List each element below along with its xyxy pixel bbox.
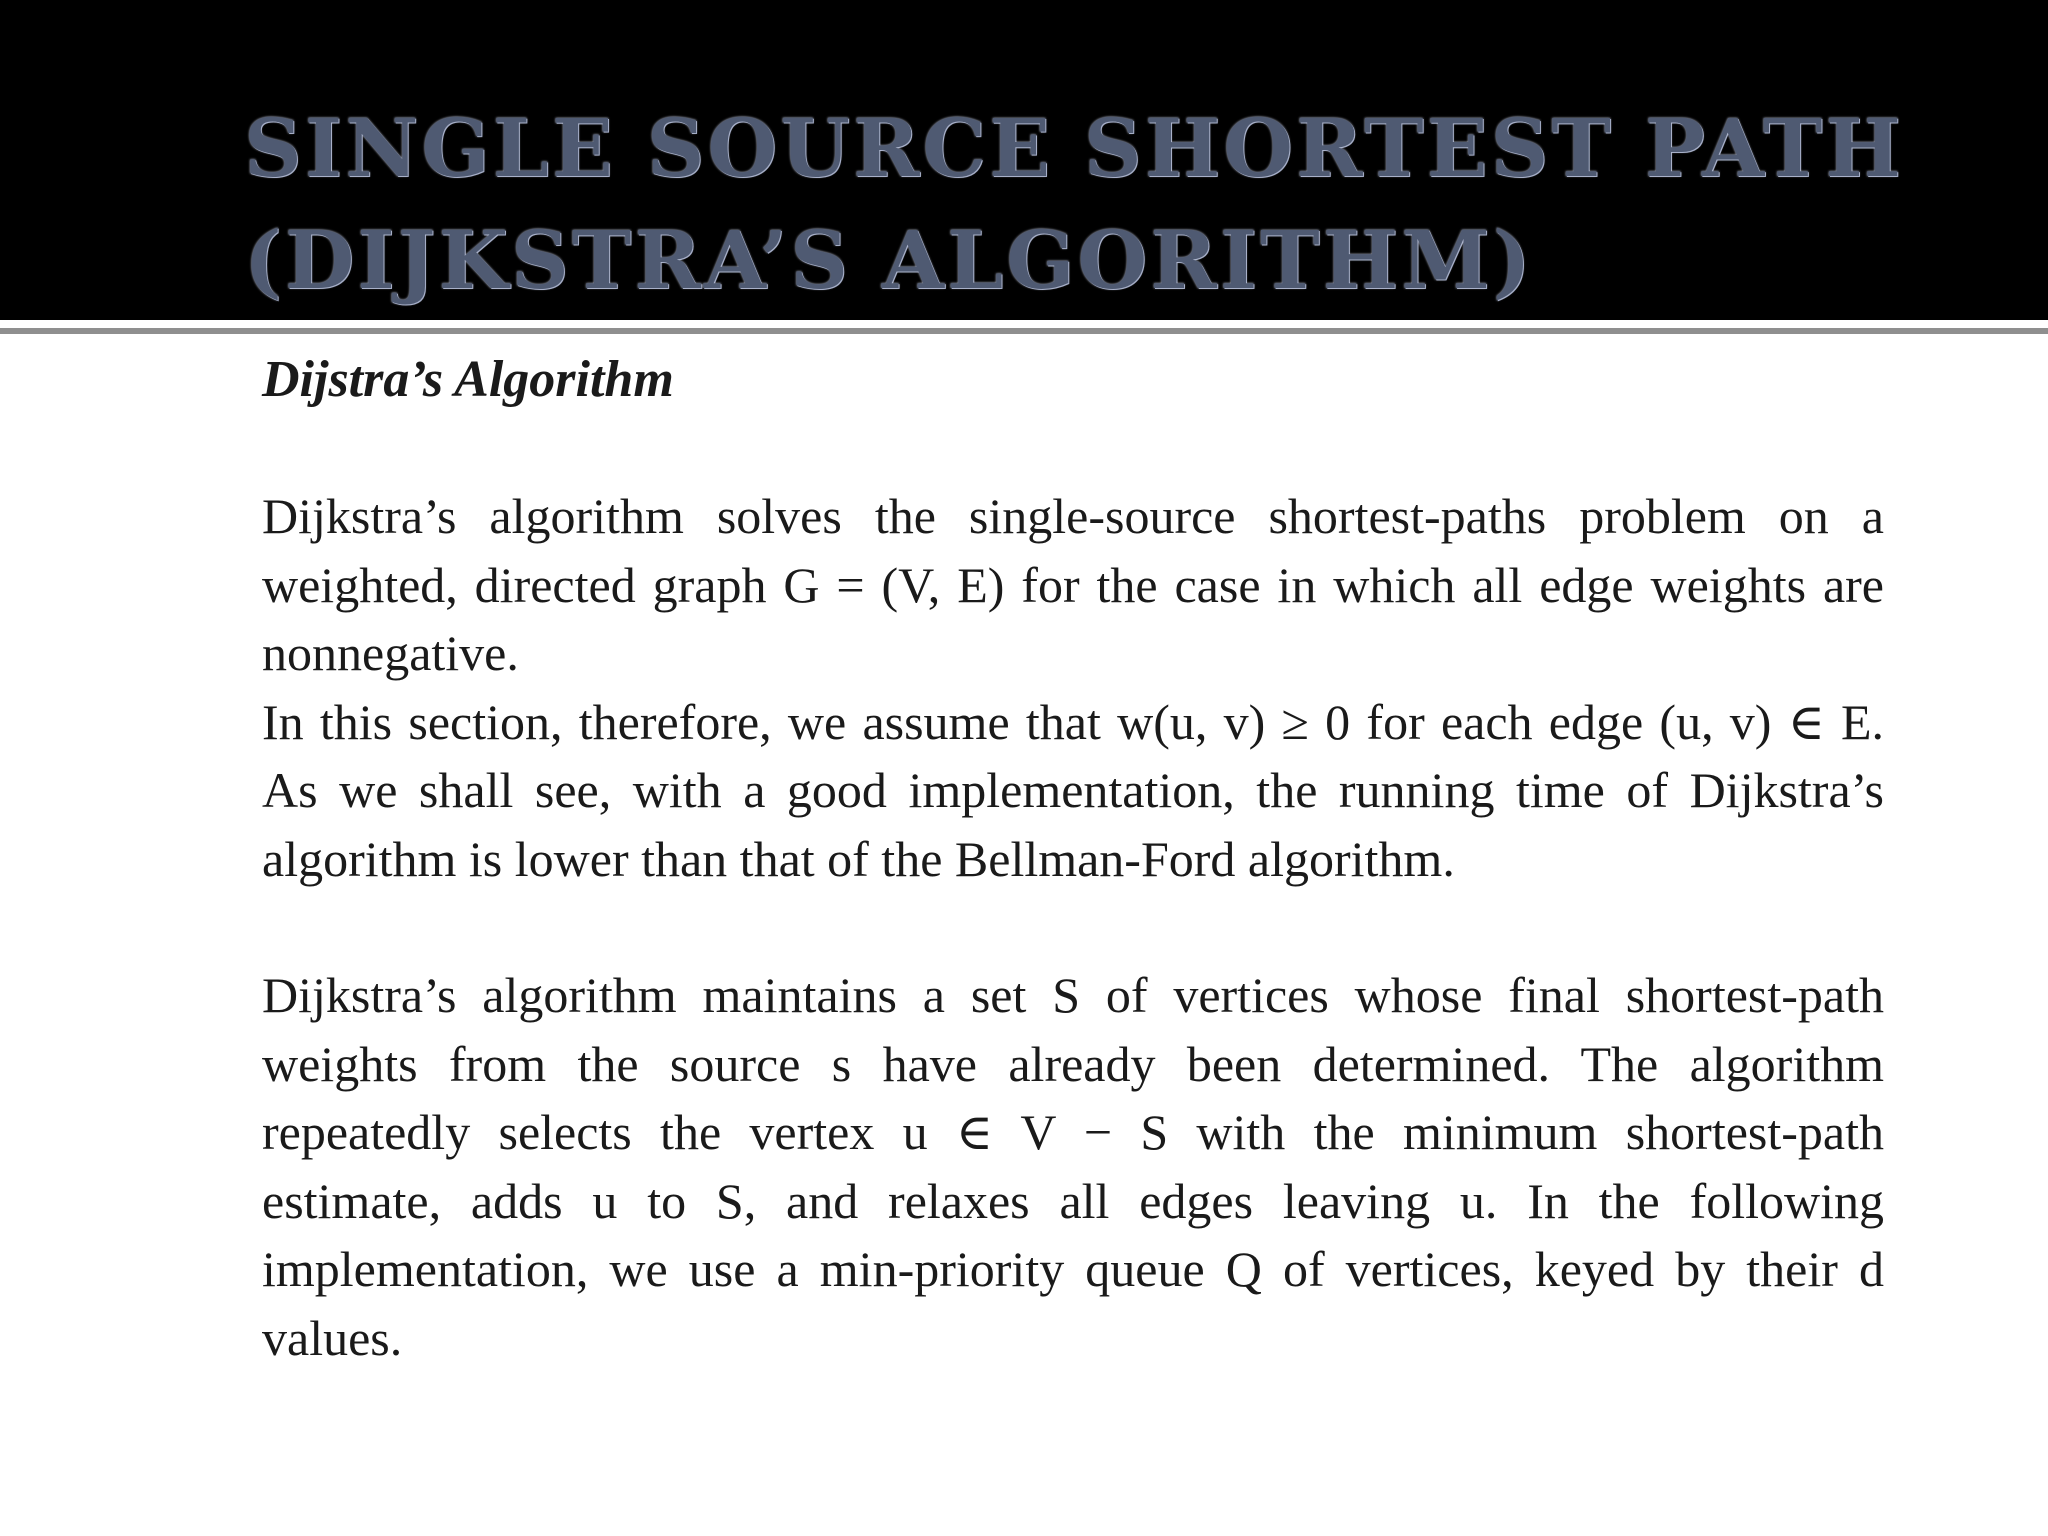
spacer [262,893,1884,961]
paragraph-assumption: In this section, therefore, we assume that w(u, v) ≥ 0 for each edge (u, v) ∈ E. As we shall see, with a good implementation, the running time of Dijkstra’s algorithm is lower than that of the Bellman-Ford algorithm. [262,693,1884,887]
slide-title-line-1: SINGLE SOURCE SHORTEST PATH [244,101,1904,195]
slide-title [244,92,1904,316]
title-band [0,0,2048,320]
paragraph-description: Dijkstra’s algorithm maintains a set S of vertices whose final shortest-path weights from the source s have already been determined. The algorithm repeatedly selects the vertex u ∈ V − S with the minimum shortest-path estimate, adds u to S, and relaxes all edges leaving u. In the following implementation, we use a min-priority queue Q of vertices, keyed by their d values. [262,967,1884,1366]
slide-title-line-2: (DIJKSTRA’S ALGORITHM) [244,213,1534,307]
title-rule [0,328,2048,334]
title-rule-gap [0,320,2048,328]
section-heading: Dijstra’s Algorithm [262,351,674,408]
spacer [262,414,1884,482]
paragraph-intro: Dijkstra’s algorithm solves the single-source shortest-paths problem on a weighted, directed graph G = (V, E) for the case in which all edge weights are nonnegative. [262,488,1884,681]
slide-body [262,346,1884,1372]
